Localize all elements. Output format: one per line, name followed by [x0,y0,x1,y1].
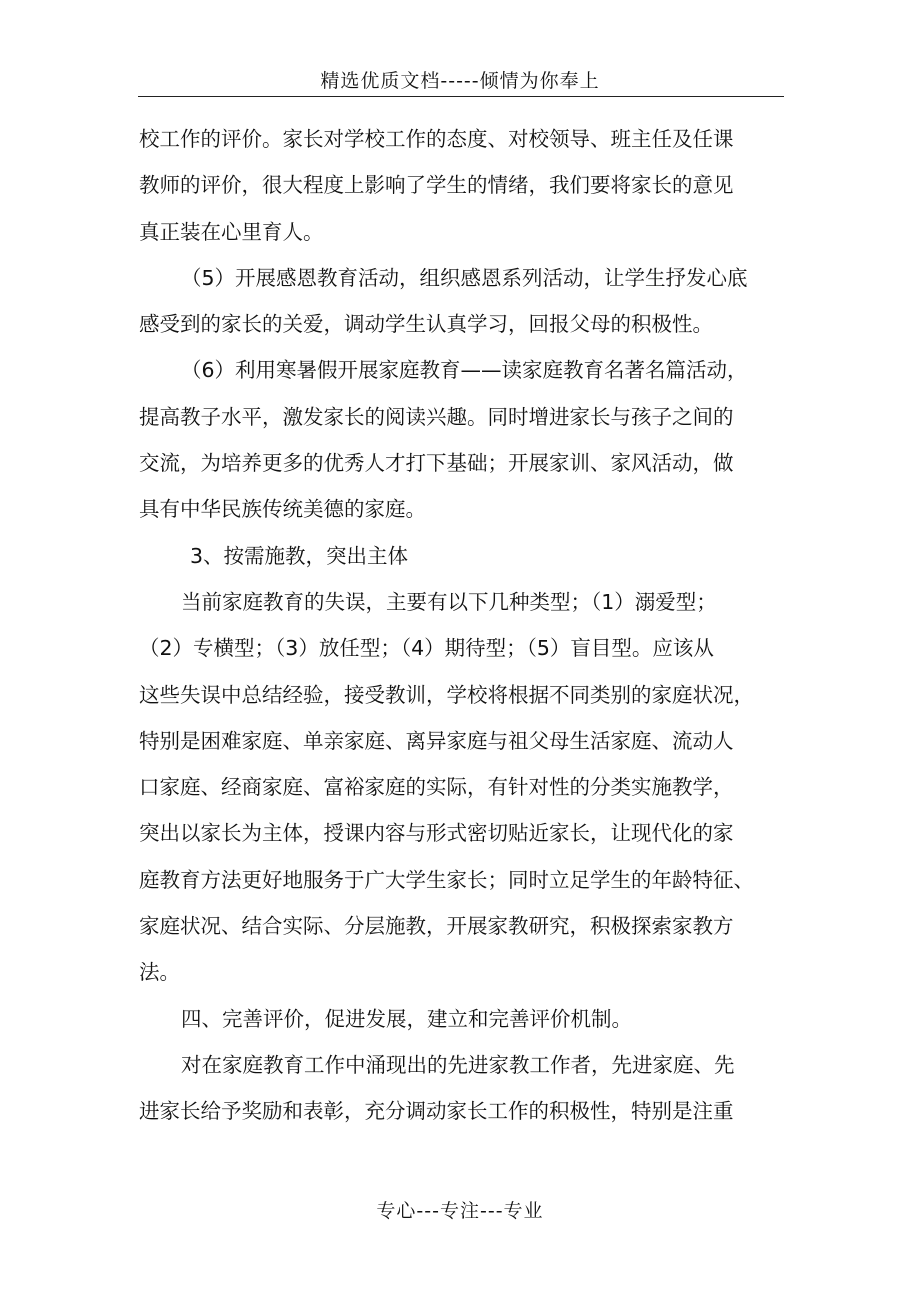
text-line: 突出以家长为主体，授课内容与形式密切贴近家长，让现代化的家 [139,821,734,846]
text-line: 口家庭、经商家庭、富裕家庭的实际，有针对性的分类实施教学， [139,775,734,800]
text-line: 教师的评价，很大程度上影响了学生的情绪，我们要将家长的意见 [139,173,734,198]
section-heading: 四、完善评价，促进发展，建立和完善评价机制。 [181,1006,632,1031]
text-line: 法。 [139,960,180,985]
text-line: 对在家庭教育工作中涌现出的先进家教工作者，先进家庭、先 [181,1052,735,1077]
page-header: 精选优质文档-----倾情为你奉上 [320,70,600,92]
text-line: 具有中华民族传统美德的家庭。 [139,497,426,522]
text-line: 真正装在心里育人。 [139,219,324,244]
text-line: 进家长给予奖励和表彰，充分调动家长工作的积极性，特别是注重 [139,1099,734,1124]
text-line: 这些失误中总结经验，接受教训，学校将根据不同类别的家庭状况， [139,682,754,707]
document-body [139,116,787,1135]
text-line: 校工作的评价。家长对学校工作的态度、对校领导、班主任及任课 [139,127,734,151]
text-line: （6）利用寒暑假开展家庭教育——读家庭教育名著名篇活动， [181,358,748,383]
text-line: （2）专横型；（3）放任型；（4）期待型；（5）盲目型。应该从 [139,636,714,661]
text-line: 当前家庭教育的失误，主要有以下几种类型；（1）溺爱型； [181,589,717,614]
text-line: 感受到的家长的关爱，调动学生认真学习，回报父母的积极性。 [139,312,713,337]
text-line: 交流，为培养更多的优秀人才打下基础；开展家训、家风活动，做 [139,451,734,476]
page-footer: 专心---专注---专业 [376,1200,544,1222]
header-divider [138,96,784,97]
text-line: 提高教子水平，激发家长的阅读兴趣。同时增进家长与孩子之间的 [139,404,734,429]
text-line: 家庭状况、结合实际、分层施教，开展家教研究，积极探索家教方 [139,914,734,939]
text-line: 庭教育方法更好地服务于广大学生家长；同时立足学生的年龄特征、 [139,867,754,892]
text-line: 特别是困难家庭、单亲家庭、离异家庭与祖父母生活家庭、流动人 [139,728,734,753]
section-heading: 3、按需施教，突出主体 [190,543,409,568]
text-line: （5）开展感恩教育活动，组织感恩系列活动，让学生抒发心底 [181,265,748,290]
